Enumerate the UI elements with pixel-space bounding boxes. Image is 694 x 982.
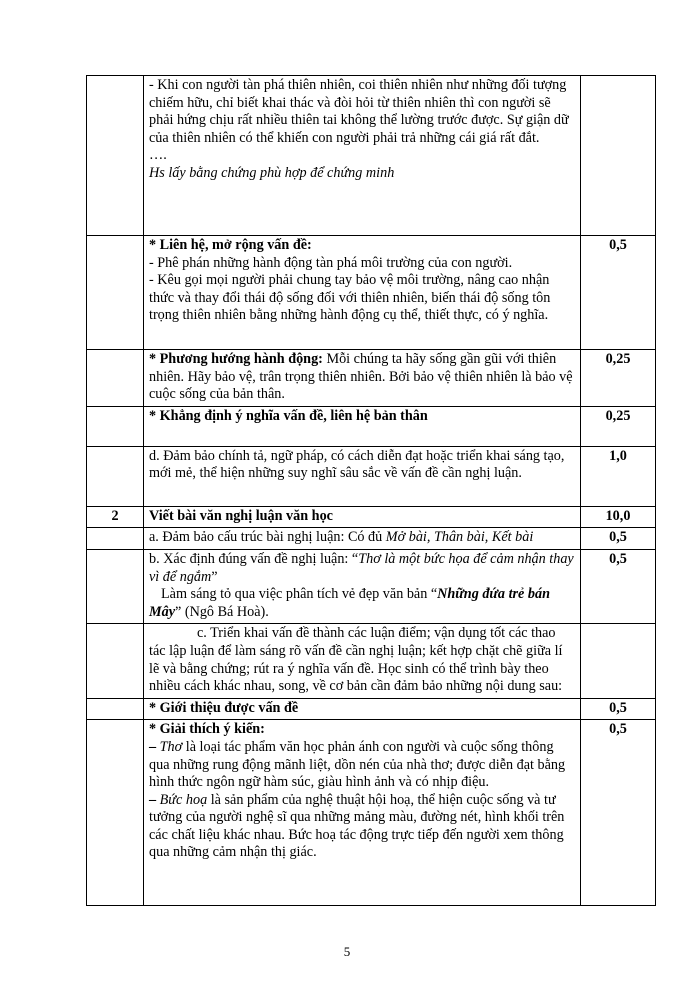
content-cell — [144, 549, 581, 623]
section-heading: Viết bài văn nghị luận văn học — [144, 506, 581, 528]
paragraph — [149, 586, 575, 621]
section-heading: * Giới thiệu được vấn đề — [144, 698, 581, 720]
answer-table — [86, 75, 656, 906]
score-cell — [581, 624, 656, 698]
dash: – — [149, 791, 160, 808]
content-cell — [144, 236, 581, 350]
inline-heading: * Phương hướng hành động: — [149, 351, 323, 367]
section-heading: * Khẳng định ý nghĩa vấn đề, liên hệ bản thân — [144, 406, 581, 446]
score-value: 0,5 — [581, 549, 656, 623]
table-row — [87, 236, 656, 350]
term-italic: Bức hoạ — [159, 791, 208, 808]
dash: – — [149, 738, 160, 755]
index-cell — [87, 528, 144, 550]
index-cell — [87, 624, 144, 698]
inline-italic: Mở bài, Thân bài, Kết bài — [385, 529, 534, 546]
inline-text: là sản phẩm của nghệ thuật hội hoạ, thể hiện cuộc sống và tư tưởng của người nghệ sĩ qua những mảng màu, đường nét, hình khối trên các chất liệu khác nhau. Bức hoạ tác động trực tiếp đến người xem thông qua những cảm nhận thị giác. — [149, 791, 565, 861]
table-row — [87, 406, 656, 446]
score-value: 0,5 — [581, 528, 656, 550]
inline-text: ” — [211, 568, 218, 585]
score-value: 10,0 — [581, 506, 656, 528]
content-cell — [144, 720, 581, 906]
inline-text: là loại tác phẩm văn học phản ánh con người và cuộc sống thông qua những rung động mãnh liệt, dồn nén của nhà thơ; được diễn đạt bằng hình thức ngôn ngữ hàm súc, giàu hình ảnh và có nhịp điệu. — [149, 738, 566, 791]
score-value: 0,25 — [581, 406, 656, 446]
inline-text: Mỗi chúng ta hãy sống gần gũi với thiên nhiên. Hãy bảo vệ, trân trọng thiên nhiên. Bởi bảo vệ thiên nhiên là bảo vệ cuộc sống của bản thân. — [149, 351, 573, 403]
term-italic: Thơ — [159, 738, 183, 755]
score-value: 1,0 — [581, 446, 656, 506]
question-number: 2 — [87, 506, 144, 528]
score-cell — [581, 76, 656, 236]
paragraph — [149, 792, 575, 862]
table-row — [87, 446, 656, 506]
inline-text: b. Xác định đúng vấn đề nghị luận: “ — [149, 550, 359, 567]
table-row — [87, 624, 656, 698]
inline-text: ” (Ngô Bá Hoà). — [175, 603, 269, 620]
content-cell — [144, 76, 581, 236]
paragraph: - Khi con người tàn phá thiên nhiên, coi thiên nhiên như những đối tượng chiếm hữu, chỉ biết khai thác và đòi hỏi từ thiên nhiên thì con người sẽ phải hứng chịu rất nhiều thiên tai không thể lường trước được. Sự giận dữ của thiên nhiên có thể khiến con người phải trả những cái giá rất đắt. — [149, 77, 569, 146]
index-cell — [87, 76, 144, 236]
index-cell — [87, 698, 144, 720]
index-cell — [87, 406, 144, 446]
content-cell — [144, 624, 581, 698]
content-cell — [144, 350, 581, 407]
paragraph: d. Đảm bảo chính tả, ngữ pháp, có cách diễn đạt hoặc triển khai sáng tạo, mới mẻ, thể hiện những suy nghĩ sâu sắc về vấn đề cần nghị luận. — [144, 446, 581, 506]
inline-text: a. Đảm bảo cấu trúc bài nghị luận: Có đủ — [149, 529, 386, 546]
index-cell — [87, 236, 144, 350]
index-cell — [87, 446, 144, 506]
table-row — [87, 549, 656, 623]
paragraph — [149, 551, 575, 586]
table-row — [87, 720, 656, 906]
score-value: 0,25 — [581, 350, 656, 407]
table-row — [87, 350, 656, 407]
inline-italic: Thơ là một bức họa để cảm nhận thay vì để ngắm — [149, 550, 574, 585]
inline-text: Làm sáng tỏ qua việc phân tích vẻ đẹp văn bản “ — [161, 586, 438, 603]
paragraph-italic: Hs lấy bằng chứng phù hợp để chứng minh — [149, 164, 395, 181]
index-cell — [87, 720, 144, 906]
paragraph — [149, 351, 575, 404]
section-heading: * Giải thích ý kiến: — [149, 721, 265, 738]
section-heading: * Liên hệ, mở rộng vấn đề: — [149, 237, 312, 253]
score-value: 0,5 — [581, 720, 656, 906]
table-row — [87, 506, 656, 528]
index-cell — [87, 350, 144, 407]
paragraph: c. Triển khai vấn đề thành các luận điểm; vận dụng tốt các thao tác lập luận để làm sáng rõ vấn đề cần nghị luận; kết hợp chặt chẽ giữa lí lẽ và bằng chứng; rút ra ý nghĩa vấn đề. Học sinh có thể trình bày theo nhiều cách khác nhau, song, về cơ bản cần đảm bảo những nội dung sau: — [149, 625, 563, 695]
ellipsis: …. — [149, 147, 167, 164]
score-value: 0,5 — [581, 698, 656, 720]
table-row — [87, 698, 656, 720]
index-cell — [87, 549, 144, 623]
inline-bold-italic: Những đứa trẻ bán Mây — [149, 586, 550, 620]
table-row — [87, 76, 656, 236]
score-value: 0,5 — [581, 236, 656, 350]
content-cell — [144, 528, 581, 550]
paragraph — [149, 739, 575, 792]
table-row — [87, 528, 656, 550]
paragraph: - Phê phán những hành động tàn phá môi trường của con người. — [149, 254, 513, 271]
paragraph: - Kêu gọi mọi người phải chung tay bảo vệ môi trường, nâng cao nhận thức và thay đổi thái độ sống đối với thiên nhiên, biến thái độ sống tôn trọng thiên nhiên bằng những hành động cụ thể, thiết thực, có ý nghĩa. — [149, 272, 551, 324]
page-number: 5 — [343, 944, 351, 959]
